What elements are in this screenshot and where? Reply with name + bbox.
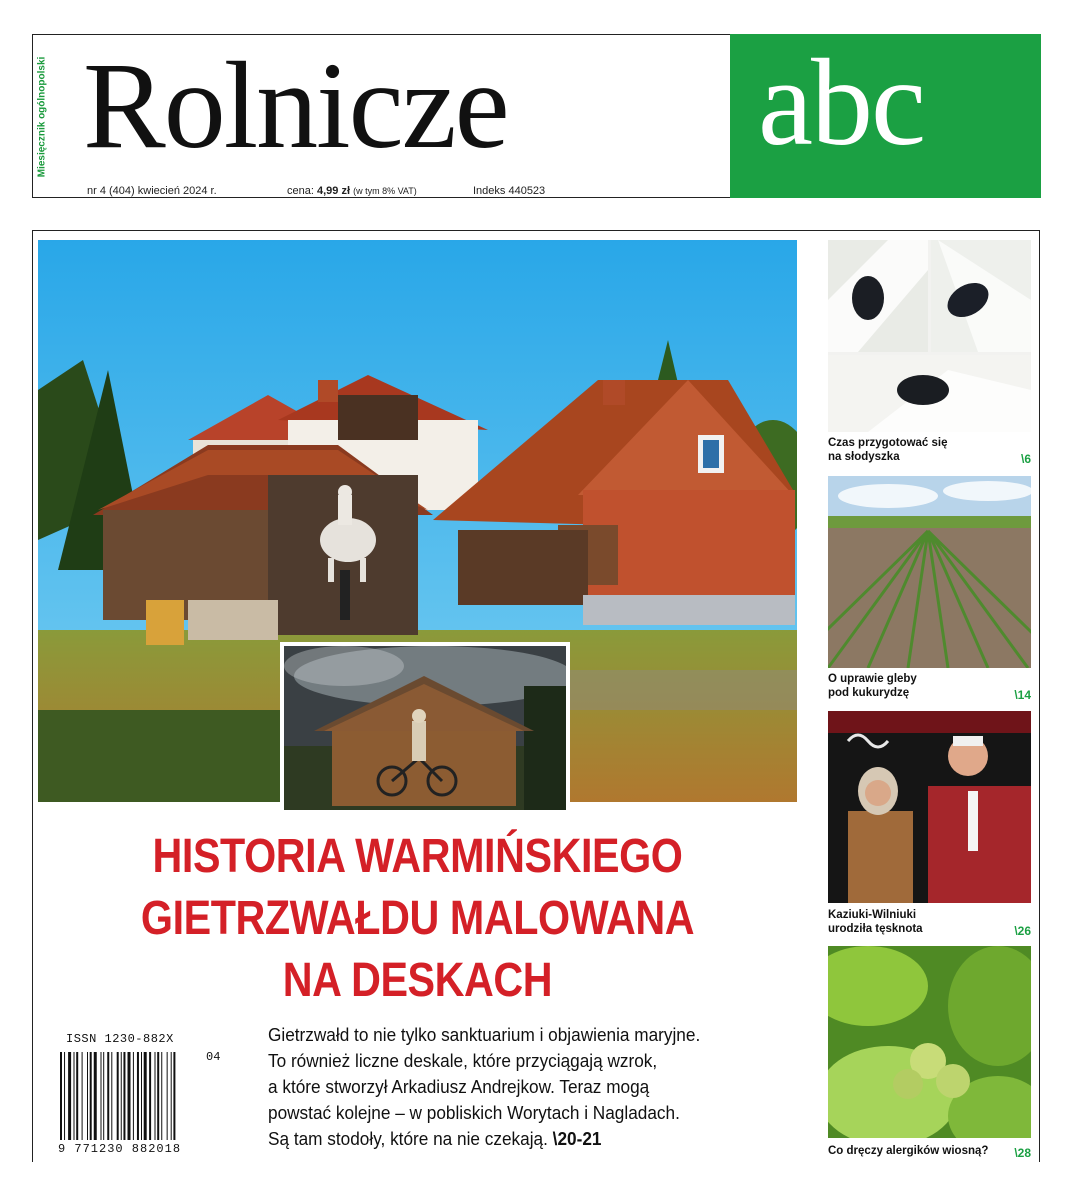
sidebar-caption-2-line-2: pod kukurydzę	[828, 687, 910, 699]
lead-text	[268, 1022, 788, 1152]
sidebar-caption-3-line-2: urodziła tęsknota	[828, 923, 923, 935]
sidebar-caption-4-line-1: Co dręczy alergików wiosną?	[828, 1145, 989, 1157]
magazine-title-accent: abc	[758, 34, 925, 171]
lead-page-ref: \20-21	[552, 1128, 602, 1149]
price-vat: (w tym 8% VAT)	[353, 186, 417, 196]
hazel-photo-icon	[828, 946, 1031, 1138]
vertical-tagline	[35, 41, 49, 193]
sidebar-caption-3-line-1: Kaziuki-Wilniuki	[828, 909, 917, 921]
lead-line-4: powstać kolejne – w pobliskich Worytach i Nagladach.	[268, 1102, 680, 1123]
price-info	[287, 185, 417, 197]
issn-number: ISSN 1230-882X	[66, 1032, 174, 1046]
index-info: Indeks 440523	[473, 185, 546, 197]
sidebar-caption-2-line-1: O uprawie gleby	[828, 673, 917, 685]
sidebar-photo-field	[828, 476, 1031, 668]
lead-line-5	[268, 1126, 752, 1152]
sidebar-photo-beetles	[828, 240, 1031, 432]
headline-line-1: HISTORIA WARMIŃSKIEGO	[152, 830, 683, 883]
masthead	[32, 34, 1040, 198]
vertical-tagline-text: Miesięcznik ogólnopolski	[36, 56, 48, 178]
lead-line-5-text: Są tam stodoły, które na nie czekają.	[268, 1128, 548, 1149]
bicycle-mural-image	[284, 646, 566, 810]
lead-line-2: To również liczne deskale, które przyciągają wzrok,	[268, 1050, 658, 1071]
field-photo-icon	[828, 476, 1031, 668]
sidebar-caption-1-line-2: na słodyszka	[828, 451, 900, 463]
sidebar-page-2: \14	[1014, 688, 1031, 702]
magazine-title-box	[730, 34, 1041, 198]
sidebar-photo-hazel	[828, 946, 1031, 1138]
sidebar-caption-1	[828, 436, 1031, 466]
lead-line-3: a które stworzył Arkadiusz Andrejkow. Teraz mogą	[268, 1076, 650, 1097]
inset-photo	[280, 642, 570, 814]
sidebar-caption-1-line-1: Czas przygotować się	[828, 437, 948, 449]
price-label: cena:	[287, 185, 314, 197]
stage-photo-icon	[828, 711, 1031, 903]
barcode-issue-code: 04	[206, 1050, 221, 1064]
issue-info: nr 4 (404) kwiecień 2024 r.	[87, 185, 217, 197]
beetle-photo-icon	[828, 240, 1031, 432]
sidebar-photo-stage	[828, 711, 1031, 903]
sidebar-caption-4	[828, 1144, 1031, 1160]
sidebar-page-3: \26	[1014, 924, 1031, 938]
sidebar-caption-2	[828, 672, 1031, 702]
headline-line-3: NA DESKACH	[282, 954, 553, 1007]
barcode-bars-icon	[58, 1048, 204, 1142]
lead-line-1: Gietrzwałd to nie tylko sanktuarium i objawienia maryjne.	[268, 1024, 701, 1045]
barcode-digits: 9 771230 882018	[58, 1142, 182, 1156]
cover-headline	[91, 826, 744, 1012]
barcode	[58, 1032, 230, 1162]
sidebar-page-4: \28	[1014, 1146, 1031, 1160]
sidebar-page-1: \6	[1020, 452, 1031, 466]
price-value: 4,99 zł	[316, 185, 351, 197]
magazine-title: Rolnicze	[83, 37, 508, 174]
headline-line-2: GIETRZWAŁDU MALOWANA	[140, 892, 695, 945]
sidebar-caption-3	[828, 908, 1031, 938]
